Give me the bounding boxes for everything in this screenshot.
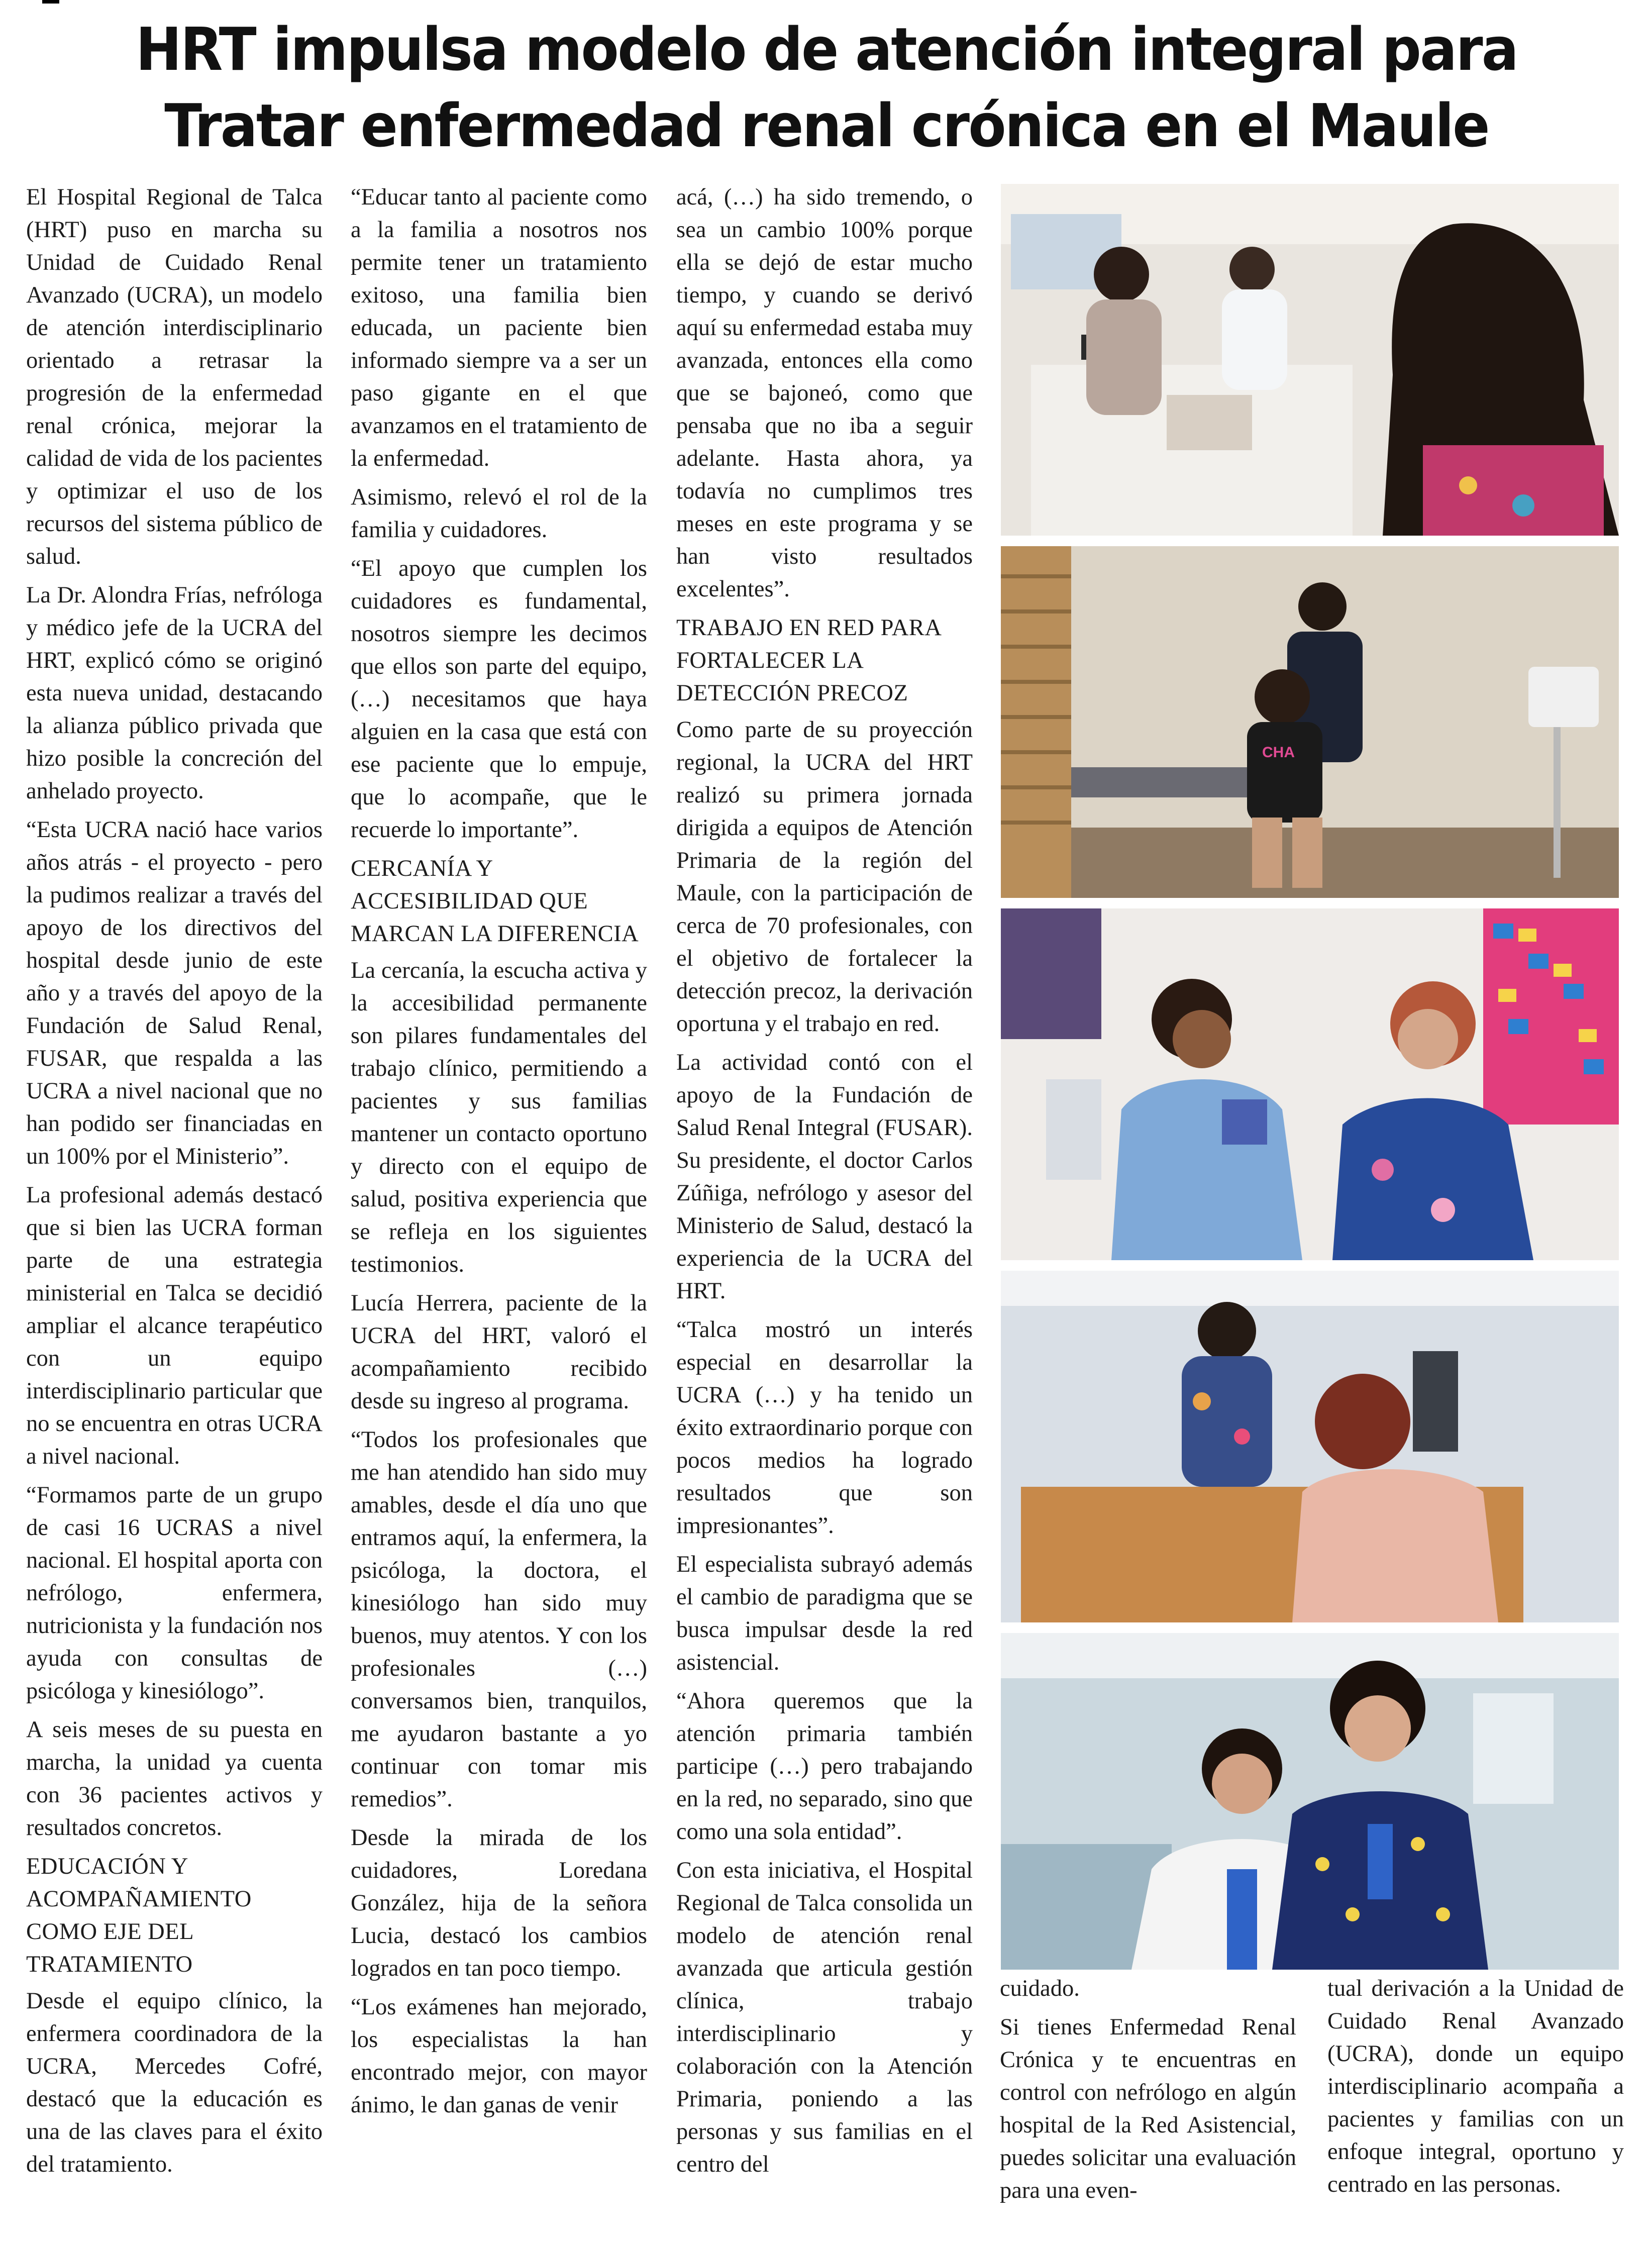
paragraph: La profesional además destacó que si bien las UCRA forman parte de una estrategia ministerial en Talca se decidió ampliar el alcance terapéutico con un equipo interdisciplinario particular que no se encuentra en otras UCRA a nivel nacional. (26, 1182, 323, 1469)
section-subheading: EDUCACIÓN Y ACOMPAÑAMIENTO COMO EJE DEL TRATAMIENTO (26, 1854, 252, 1977)
headline (95, 11, 1558, 164)
paragraph: Con esta iniciativa, el Hospital Regional de Talca consolida un modelo de atención renal avanzada que articula gestión clínica, trabajo interdisciplinario y colaboración con la Atención Primaria, poniendo a las personas y sus familias en el centro del (676, 1858, 973, 2177)
quote-paragraph: “Talca mostró un interés especial en desarrollar la UCRA (…) y ha tenido un éxito extraordinario porque con pocos medios ha logrado resultados que son impresionantes”. (676, 1317, 973, 1539)
section-subheading: CERCANÍA Y ACCESIBILIDAD QUE MARCAN LA DIFERENCIA (351, 856, 639, 947)
blood-pressure-photo (1001, 908, 1619, 1260)
quote-paragraph: “Formamos parte de un grupo de casi 16 UCRAS a nivel nacional. El hospital aporta con nefrólogo, enfermera, nutricionista y la fundación nos ayuda con consultas de psicóloga y kinesiólogo”. (26, 1482, 323, 1704)
section-subheading: TRABAJO EN RED PARA FORTALECER LA DETECCIÓN PRECOZ (676, 615, 941, 706)
quote-paragraph: “Todos los profesionales que me han atendido han sido muy amables, desde el día uno que entramos aquí, la enfermera, la psicóloga, la doctora, el kinesiólogo han sido muy buenos, muy atentos. Y con los profesionales (…) conversamos bien, tranquilos, me ayudaron bastante a yo continuar con tomar mis remedios”. (351, 1427, 647, 1812)
quote-paragraph: “Esta UCRA nació hace varios años atrás - el proyecto - pero la pudimos realizar a través del apoyo de los directivos del hospital desde junio de este año y a través del apoyo de la Fundación de Salud Renal, FUSAR, que respalda a las UCRA a nivel nacional que no han podido ser financiadas en un 100% por el Ministerio”. (26, 817, 323, 1169)
article-column-1 (26, 181, 323, 2187)
paragraph: Como parte de su proyección regional, la UCRA del HRT realizó su primera jornada dirigida a equipos de Atención Primaria de la región del Maule, con la participación de cerca de 70 profesionales, con el objetivo de fortalecer la detección precoz, la derivación oportuna y el trabajo en red. (676, 717, 973, 1037)
paragraph: Asimismo, relevó el rol de la familia y cuidadores. (351, 484, 647, 543)
paragraph: El especialista subrayó además el cambio de paradigma que se busca impulsar desde la red asistencial. (676, 1552, 973, 1675)
quote-paragraph: acá, (…) ha sido tremendo, o sea un cambio 100% porque ella se dejó de estar mucho tiempo, y cuando se derivó aquí su enfermedad estaba muy avanzada, entonces ella como que se bajoneó, como que pensaba que no iba a seguir adelante. Hasta ahora, ya todavía no cumplimos tres meses en este programa y se han visto resultados excelentes”. (676, 184, 973, 602)
paragraph: cuidado. (1000, 1976, 1080, 2001)
paragraph: El Hospital Regional de Talca (HRT) puso en marcha su Unidad de Cuidado Renal Avanzado (UCRA), un modelo de atención interdisciplinario orientado a retrasar la progresión de la enfermedad renal crónica, mejorar la calidad de vida de los pacientes y optimizar el uso de los recursos del sistema público de salud. (26, 184, 323, 569)
headline-line-1: HRT impulsa modelo de atención integral para (135, 15, 1518, 84)
headline-line-2: Tratar enfermedad renal crónica en el Maule (164, 91, 1489, 160)
nutrition-consult-photo (1001, 1271, 1619, 1622)
quote-paragraph: “El apoyo que cumplen los cuidadores es fundamental, nosotros siempre les decimos que ellos son parte del equipo, (…) necesitamos que haya alguien en la casa que está con ese paciente que lo empuje, que lo acompañe, que le recuerde lo importante”. (351, 556, 647, 843)
paragraph: tual derivación a la Unidad de Cuidado Renal Avanzado (UCRA), donde un equipo interdisciplinario acompaña a pacientes y familias con un enfoque integral, oportuno y centrado en las personas. (1327, 1976, 1624, 2197)
page-corner-mark (42, 0, 59, 4)
consultation-photo (1001, 184, 1619, 536)
paragraph: Desde el equipo clínico, la enfermera coordinadora de la UCRA, Mercedes Cofré, destacó que la educación es una de las claves para el éxito del tratamiento. (26, 1988, 323, 2177)
exercise-photo (1001, 546, 1619, 898)
quote-paragraph: “Ahora queremos que la atención primaria también participe (…) pero trabajando en la red, no separado, sino que como una sola entidad”. (676, 1688, 973, 1845)
paragraph: A seis meses de su puesta en marcha, la unidad ya cuenta con 36 pacientes activos y resultados concretos. (26, 1717, 323, 1841)
paragraph: La Dr. Alondra Frías, nefróloga y médico jefe de la UCRA del HRT, explicó cómo se originó esta nueva unidad, destacando la alianza público privada que hizo posible la concreción del anhelado proyecto. (26, 582, 323, 804)
article-column-5 (1327, 1972, 1624, 2207)
paragraph: La cercanía, la escucha activa y la accesibilidad permanente son pilares fundamentales del trabajo clínico, permitiendo a pacientes y sus familias mantener un contacto oportuno y directo con el equipo de salud, positiva experiencia que se refleja en los siguientes testimonios. (351, 958, 647, 1277)
article-column-4 (1000, 1972, 1296, 2213)
paragraph: Si tienes Enfermedad Renal Crónica y te encuentras en control con nefrólogo en algún hospital de la Red Asistencial, puedes solicitar una evaluación para una even- (1000, 2014, 1296, 2203)
svg-text:CHA: CHA (1262, 744, 1295, 761)
article-column-3 (676, 181, 973, 2187)
paragraph: Desde la mirada de los cuidadores, Loredana González, hija de la señora Lucia, destacó los cambios logrados en tan poco tiempo. (351, 1825, 647, 1981)
paragraph: La actividad contó con el apoyo de la Fundación de Salud Renal Integral (FUSAR). Su presidente, el doctor Carlos Zúñiga, nefrólogo y asesor del Ministerio de Salud, destacó la experiencia de la UCRA del HRT. (676, 1050, 973, 1304)
quote-paragraph: “Los exámenes han mejorado, los especialistas la han encontrado mejor, con mayor ánimo, le dan ganas de venir (351, 1994, 647, 2118)
paragraph: Lucía Herrera, paciente de la UCRA del HRT, valoró el acompañamiento recibido desde su ingreso al programa. (351, 1290, 647, 1414)
staff-portrait-photo (1001, 1633, 1619, 1970)
quote-paragraph: “Educar tanto al paciente como a la familia a nosotros nos permite tener un tratamiento exitoso, una familia bien educada, un paciente bien informado siempre va a ser un paso gigante en el que avanzamos en el tratamiento de la enfermedad. (351, 184, 647, 471)
article-column-2 (351, 181, 647, 2127)
